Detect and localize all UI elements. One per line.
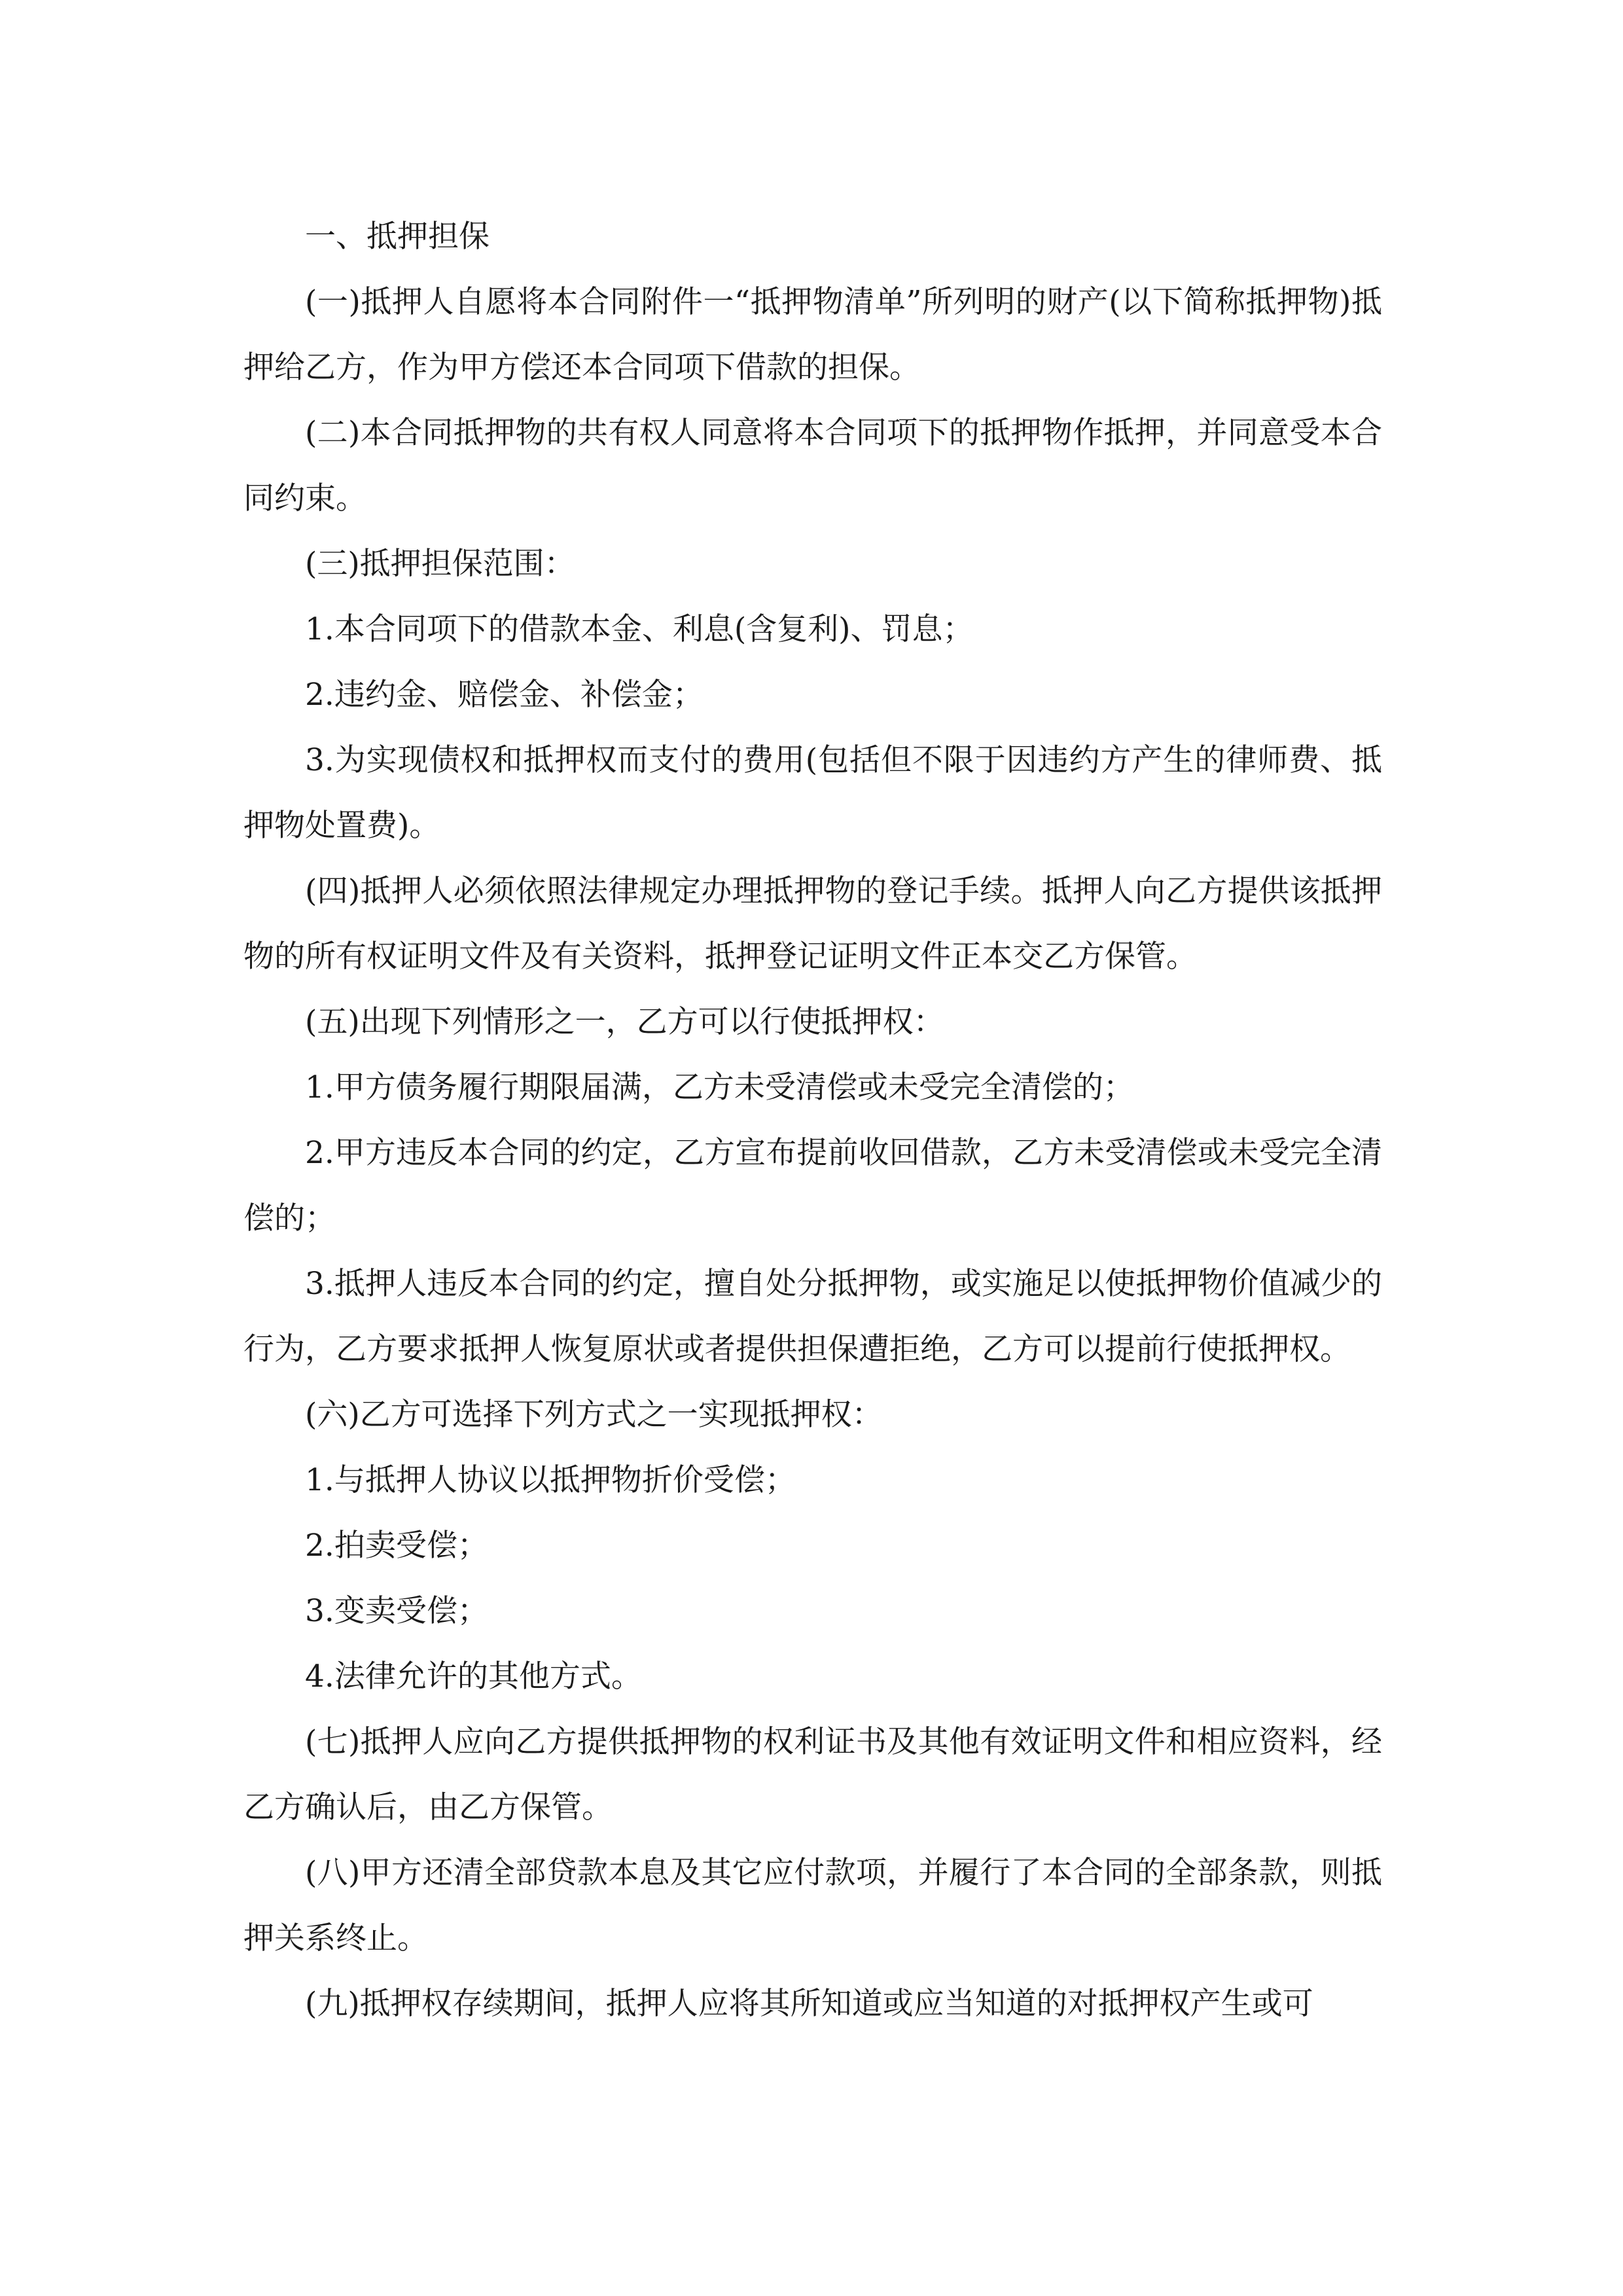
scope-item-1: 1.本合同项下的借款本金、利息(含复利)、罚息； xyxy=(305,611,974,647)
document-body xyxy=(243,204,1382,2037)
clause-2-co-owner-consent: (二)本合同抵押物的共有权人同意将本合同项下的抵押物作抵押，并同意受本合同约束。 xyxy=(243,415,1382,516)
method-item-2: 2.拍卖受偿； xyxy=(305,1528,488,1564)
section-heading-mortgage-guarantee: 一、抵押担保 xyxy=(305,219,490,255)
condition-item-1: 1.甲方债务履行期限届满，乙方未受清偿或未受完全清偿的； xyxy=(305,1069,1134,1105)
scope-item-2: 2.违约金、赔偿金、补偿金； xyxy=(305,677,704,713)
clause-9-duration-duties: (九)抵押权存续期间，抵押人应将其所知道或应当知道的对抵押权产生或可 xyxy=(305,1986,1313,2022)
condition-item-2: 2.甲方违反本合同的约定，乙方宣布提前收回借款，乙方未受清偿或未受完全清偿的； xyxy=(243,1135,1382,1236)
condition-item-3: 3.抵押人违反本合同的约定，擅自处分抵押物，或实施足以使抵押物价值减少的行为，乙方要求抵押人恢复原状或者提供担保遭拒绝，乙方可以提前行使抵押权。 xyxy=(243,1266,1382,1367)
clause-5-exercise-conditions: (五)出现下列情形之一，乙方可以行使抵押权： xyxy=(305,1004,944,1040)
method-item-4: 4.法律允许的其他方式。 xyxy=(305,1659,642,1695)
clause-6-realization-methods: (六)乙方可选择下列方式之一实现抵押权： xyxy=(305,1397,883,1433)
clause-7-certificates: (七)抵押人应向乙方提供抵押物的权利证书及其他有效证明文件和相应资料，经乙方确认后，由乙方保管。 xyxy=(243,1724,1382,1825)
clause-4-registration: (四)抵押人必须依照法律规定办理抵押物的登记手续。抵押人向乙方提供该抵押物的所有权证明文件及有关资料，抵押登记证明文件正本交乙方保管。 xyxy=(243,873,1382,975)
clause-8-termination: (八)甲方还清全部贷款本息及其它应付款项，并履行了本合同的全部条款，则抵押关系终止。 xyxy=(243,1855,1382,1956)
scope-item-3: 3.为实现债权和抵押权而支付的费用(包括但不限于因违约方产生的律师费、抵押物处置费)。 xyxy=(243,742,1382,844)
clause-1-mortgaged-property: (一)抵押人自愿将本合同附件一“抵押物清单”所列明的财产(以下简称抵押物)抵押给乙方，作为甲方偿还本合同项下借款的担保。 xyxy=(243,284,1382,386)
method-item-3: 3.变卖受偿； xyxy=(305,1593,488,1629)
method-item-1: 1.与抵押人协议以抵押物折价受偿； xyxy=(305,1462,796,1498)
clause-3-guarantee-scope: (三)抵押担保范围： xyxy=(305,546,575,582)
